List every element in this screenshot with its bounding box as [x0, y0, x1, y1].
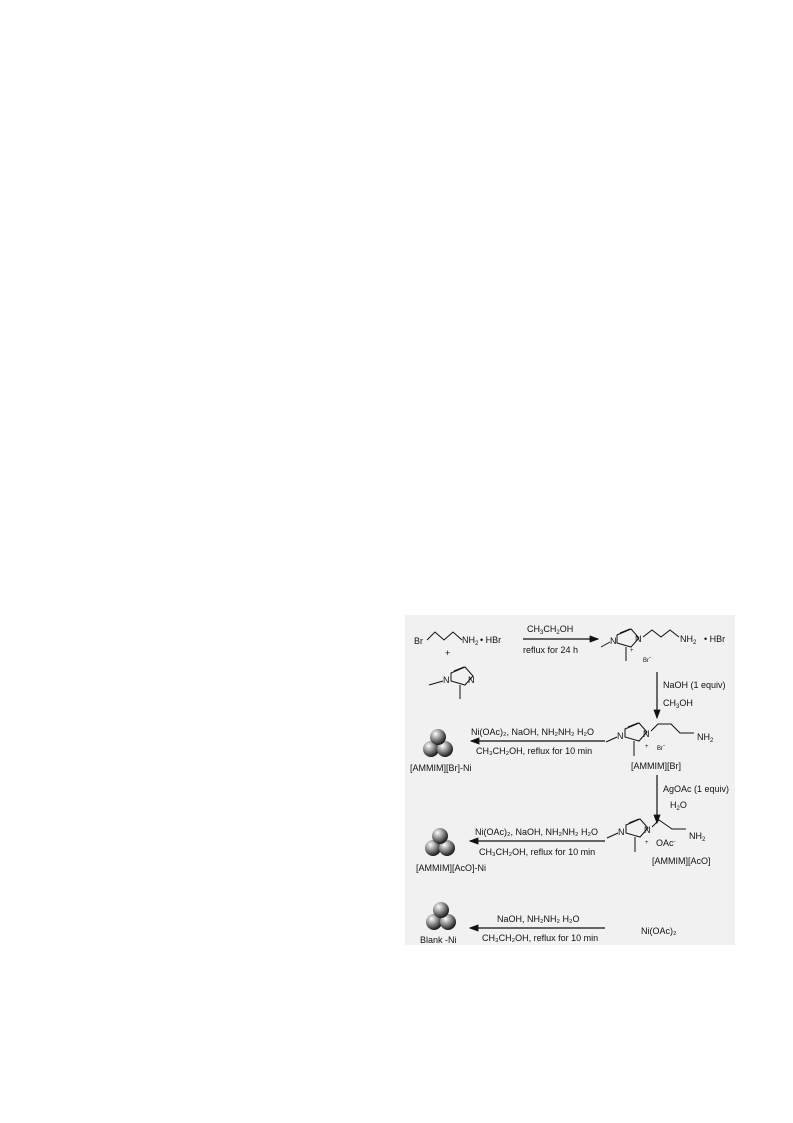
amine-label: $NH_2$	[680, 634, 697, 646]
ni-reagent-label: Ni(OAc)₂, NaOH, NH₂NH₂ H₂O	[475, 827, 598, 837]
ni-reagent-label: Ni(OAc)₂, NaOH, NH₂NH₂ H₂O	[471, 727, 594, 737]
n3-atom-label: N	[644, 825, 651, 835]
ring-double-bond	[454, 667, 464, 671]
bromide-counterion: Br-	[657, 743, 665, 752]
ammim-aco-ni-label: [AMMIM][AcO]-Ni	[416, 863, 486, 873]
bromide-counterion: Br-	[643, 655, 651, 664]
reflux-24h-label: reflux for 24 h	[523, 645, 579, 655]
ammim-br-ni-label: [AMMIM][Br]-Ni	[410, 763, 472, 773]
ring-double-bond	[629, 819, 639, 823]
n1-atom-label: N	[618, 827, 625, 837]
nickel-nanoparticle-icon	[425, 828, 455, 856]
methanol-reagent-label: $CH_3OH$	[663, 698, 693, 710]
reaction-scheme	[405, 615, 735, 945]
hbr-salt-label: • HBr	[704, 634, 726, 644]
n3-atom-label: N	[468, 675, 475, 685]
propyl-chain-bond	[651, 724, 694, 733]
blank-ni-label: Blank -Ni	[420, 935, 457, 945]
n1-atom-label: N	[617, 731, 624, 741]
reaction-scheme-svg	[405, 615, 735, 945]
ammim-br-label: [AMMIM][Br]	[631, 761, 681, 771]
agoac-reagent-label: AgOAc (1 equiv)	[663, 784, 730, 794]
dimethylimidazole-molecule	[429, 667, 475, 699]
n1-atom-label: N	[443, 675, 450, 685]
propyl-chain-bond	[643, 630, 679, 637]
imidazolium-hbr-product	[601, 629, 725, 664]
nickel-acetate-label: Ni(OAc)₂	[641, 926, 677, 936]
propyl-chain-bond	[652, 820, 686, 829]
amine-label: $NH_2$	[689, 831, 706, 843]
positive-charge: +	[645, 840, 649, 846]
nickel-nanoparticle-icon	[426, 902, 456, 930]
water-reagent-label: $H_2O$	[670, 800, 687, 812]
ni-conditions-label: CH₃CH₂OH, reflux for 10 min	[479, 847, 596, 857]
br-atom-label: Br	[414, 636, 423, 646]
ammim-aco-molecule	[607, 819, 706, 852]
n-methyl-bond	[607, 833, 618, 838]
blank-reagent-label: NaOH, NH₂NH₂ H₂O	[497, 914, 580, 924]
plus-sign: +	[445, 648, 451, 658]
amine-label: $NH_2$	[697, 732, 714, 744]
naoh-reagent-label: NaOH (1 equiv)	[663, 680, 726, 690]
ring-double-bond	[620, 629, 630, 633]
nickel-nanoparticle-icon	[423, 729, 453, 757]
n3-atom-label: N	[635, 634, 642, 644]
ammim-br-molecule	[606, 723, 714, 756]
n1-atom-label: N	[610, 636, 617, 646]
positive-charge: +	[630, 648, 634, 654]
ni-conditions-label: CH₃CH₂OH, reflux for 10 min	[476, 746, 593, 756]
n-methyl-bond	[606, 737, 617, 742]
bromopropylamine-molecule	[414, 632, 501, 647]
n-methyl-bond	[601, 642, 610, 647]
acetate-counterion: OAc-	[656, 838, 676, 848]
amine-label: $NH_2$	[462, 635, 479, 647]
ammim-aco-label: [AMMIM][AcO]	[652, 856, 711, 866]
n-methyl-bond	[429, 681, 443, 685]
ethanol-reagent-label: $CH_3CH_2OH$	[527, 624, 574, 636]
ring-double-bond	[628, 723, 638, 727]
propyl-chain-bond	[427, 632, 462, 640]
blank-conditions-label: CH₃CH₂OH, reflux for 10 min	[482, 933, 599, 943]
positive-charge: +	[645, 744, 649, 750]
hbr-salt-label: • HBr	[480, 635, 502, 645]
n3-atom-label: N	[643, 729, 650, 739]
